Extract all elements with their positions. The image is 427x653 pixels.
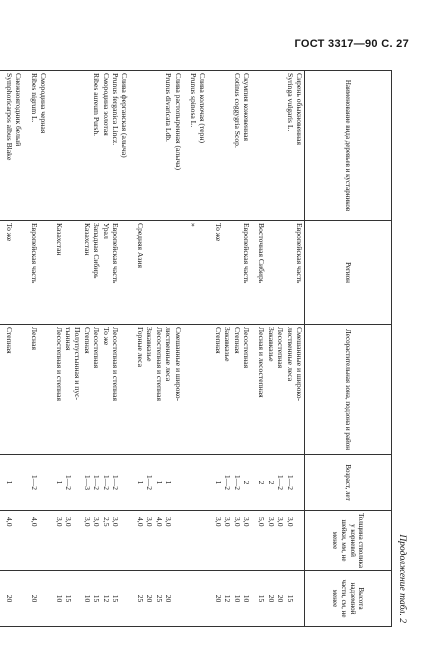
cell-thickness bbox=[14, 511, 29, 571]
cell-height: 10 bbox=[54, 571, 63, 627]
cell-region bbox=[198, 221, 213, 325]
cell-region bbox=[154, 221, 163, 325]
cell-region: То же bbox=[5, 221, 14, 325]
cell-thickness: 3,0 bbox=[232, 511, 241, 571]
cell-species: Prunus ferganica Lincz. bbox=[111, 71, 120, 221]
cell-zone: Лесная и лесостепная bbox=[257, 325, 266, 455]
cell-height: 20 bbox=[5, 571, 14, 627]
table-row bbox=[285, 71, 294, 627]
cell-thickness bbox=[295, 511, 305, 571]
cell-region bbox=[276, 221, 285, 325]
cell-region bbox=[164, 221, 173, 325]
cell-height: 20 bbox=[164, 571, 173, 627]
cell-age: 1 bbox=[154, 455, 163, 511]
cell-zone: Смешанные и широко- bbox=[295, 325, 305, 455]
table-caption: Продолжение табл. 2 bbox=[397, 534, 407, 623]
table-row bbox=[173, 71, 188, 627]
cell-species bbox=[213, 71, 222, 221]
cell-region bbox=[266, 221, 275, 325]
table-header-row bbox=[305, 71, 392, 627]
cell-age: 2 bbox=[266, 455, 275, 511]
table-row bbox=[14, 71, 29, 627]
cell-thickness bbox=[39, 511, 54, 571]
table-row bbox=[213, 71, 222, 627]
cell-species: Смородина черная bbox=[39, 71, 54, 221]
cell-age: 1—2 bbox=[285, 455, 294, 511]
cell-region: Казахстан bbox=[82, 221, 91, 325]
table-row bbox=[73, 71, 82, 627]
cell-zone bbox=[14, 325, 29, 455]
table-row bbox=[111, 71, 120, 627]
table-row bbox=[198, 71, 213, 627]
cell-species: Prunus spinosa L. bbox=[189, 71, 198, 221]
cell-height: 25 bbox=[136, 571, 145, 627]
cell-species: Prunus divaricata Ldb. bbox=[164, 71, 173, 221]
cell-species bbox=[154, 71, 163, 221]
cell-age: 1—2 bbox=[92, 455, 101, 511]
table-row bbox=[92, 71, 101, 627]
cell-zone bbox=[198, 325, 213, 455]
cell-age: 1—2 bbox=[101, 455, 110, 511]
cell-zone: тынная bbox=[64, 325, 73, 455]
cell-thickness: 3,0 bbox=[266, 511, 275, 571]
cell-zone bbox=[189, 325, 198, 455]
cell-thickness: 4,0 bbox=[154, 511, 163, 571]
cell-species: Syringa vulgaris L. bbox=[285, 71, 294, 221]
cell-region: » bbox=[189, 221, 198, 325]
cell-thickness: 3,0 bbox=[213, 511, 222, 571]
cell-height bbox=[0, 571, 5, 627]
table-row bbox=[223, 71, 232, 627]
cell-height bbox=[295, 571, 305, 627]
table-row bbox=[145, 71, 154, 627]
cell-age: 1 bbox=[136, 455, 145, 511]
table-row bbox=[276, 71, 285, 627]
cell-thickness: 5,0 bbox=[257, 511, 266, 571]
cell-height: 20 bbox=[276, 571, 285, 627]
cell-zone: Лесостепная и степная bbox=[54, 325, 63, 455]
cell-region bbox=[285, 221, 294, 325]
cell-zone: Степная bbox=[213, 325, 222, 455]
cell-thickness bbox=[120, 511, 135, 571]
cell-species bbox=[276, 71, 285, 221]
cell-age bbox=[295, 455, 305, 511]
cell-thickness: 3,0 bbox=[145, 511, 154, 571]
cell-age: 1—2 bbox=[145, 455, 154, 511]
table-row bbox=[266, 71, 275, 627]
cell-zone: Лесостепная и степная bbox=[111, 325, 120, 455]
cell-height: 10 bbox=[232, 571, 241, 627]
cell-height bbox=[173, 571, 188, 627]
column-header-region: Регион bbox=[305, 221, 392, 325]
cell-height: 12 bbox=[101, 571, 110, 627]
cell-age: 1—2 bbox=[223, 455, 232, 511]
table-row bbox=[5, 71, 14, 627]
cell-age: 1 bbox=[164, 455, 173, 511]
cell-species bbox=[0, 71, 5, 221]
cell-region bbox=[0, 221, 5, 325]
cell-height: 15 bbox=[257, 571, 266, 627]
cell-age: 1 bbox=[213, 455, 222, 511]
cell-height: 12 bbox=[223, 571, 232, 627]
cell-age: 1—2 bbox=[276, 455, 285, 511]
cell-age bbox=[0, 455, 5, 511]
cell-species: Смородина золотая bbox=[101, 71, 110, 221]
cell-age bbox=[39, 455, 54, 511]
column-header-species: Наименование вида деревьев и кустарников bbox=[305, 71, 392, 221]
cell-age: 1—2 bbox=[29, 455, 38, 511]
cell-species: Снежноягодник белый bbox=[14, 71, 29, 221]
cell-thickness: 4,0 bbox=[29, 511, 38, 571]
cell-region bbox=[145, 221, 154, 325]
cell-zone: Степная bbox=[5, 325, 14, 455]
cell-species bbox=[136, 71, 145, 221]
cell-age: 1 bbox=[54, 455, 63, 511]
species-table bbox=[0, 70, 392, 627]
cell-species bbox=[223, 71, 232, 221]
cell-thickness bbox=[173, 511, 188, 571]
cell-thickness bbox=[189, 511, 198, 571]
table-row bbox=[189, 71, 198, 627]
table-row bbox=[295, 71, 305, 627]
cell-zone: Степная bbox=[82, 325, 91, 455]
cell-thickness: 3,0 bbox=[54, 511, 63, 571]
cell-zone: лиственные леса bbox=[164, 325, 173, 455]
cell-age: 1—3 bbox=[82, 455, 91, 511]
table-row bbox=[164, 71, 173, 627]
table-row bbox=[257, 71, 266, 627]
table-row bbox=[120, 71, 135, 627]
table-row bbox=[39, 71, 54, 627]
cell-thickness bbox=[73, 511, 82, 571]
cell-age: 1—2 bbox=[232, 455, 241, 511]
cell-species: Сирень обыкновенная bbox=[295, 71, 305, 221]
cell-zone bbox=[39, 325, 54, 455]
cell-thickness: 3,0 bbox=[164, 511, 173, 571]
cell-species bbox=[82, 71, 91, 221]
cell-region: Западная Сибирь bbox=[92, 221, 101, 325]
rotated-table-page bbox=[5, 64, 407, 629]
cell-age: 2 bbox=[257, 455, 266, 511]
cell-thickness: 4,0 bbox=[136, 511, 145, 571]
table-row bbox=[0, 71, 5, 627]
cell-species: Слива растопыренная (алыча) bbox=[173, 71, 188, 221]
cell-region: Европейская часть bbox=[295, 221, 305, 325]
cell-age: 1—2 bbox=[111, 455, 120, 511]
cell-height bbox=[198, 571, 213, 627]
table-row bbox=[64, 71, 73, 627]
cell-zone: Лесостепная bbox=[92, 325, 101, 455]
cell-species: Скумпия кожевенная bbox=[242, 71, 257, 221]
table-row bbox=[54, 71, 63, 627]
cell-zone: Лесная bbox=[29, 325, 38, 455]
cell-height: 25 bbox=[154, 571, 163, 627]
cell-region: Восточная Сибирь bbox=[257, 221, 266, 325]
table-row bbox=[232, 71, 241, 627]
cell-thickness: 2,5 bbox=[101, 511, 110, 571]
cell-height bbox=[39, 571, 54, 627]
cell-height: 10 bbox=[82, 571, 91, 627]
cell-zone: Лесостепная и степная bbox=[154, 325, 163, 455]
cell-thickness: 4,0 bbox=[5, 511, 14, 571]
cell-thickness: 3,0 bbox=[276, 511, 285, 571]
cell-region bbox=[223, 221, 232, 325]
table-row bbox=[101, 71, 110, 627]
cell-age bbox=[189, 455, 198, 511]
cell-region bbox=[14, 221, 29, 325]
cell-thickness bbox=[0, 511, 5, 571]
cell-thickness: 3,0 bbox=[242, 511, 257, 571]
table-row bbox=[154, 71, 163, 627]
cell-species bbox=[73, 71, 82, 221]
cell-species bbox=[257, 71, 266, 221]
cell-zone: лиственные леса bbox=[285, 325, 294, 455]
column-header-zone: Лесорастительная зона, подзона и район bbox=[305, 325, 392, 455]
table-row bbox=[82, 71, 91, 627]
cell-height: 15 bbox=[64, 571, 73, 627]
table-body bbox=[0, 71, 305, 627]
cell-region bbox=[173, 221, 188, 325]
cell-zone: Горные леса bbox=[136, 325, 145, 455]
cell-height: 15 bbox=[111, 571, 120, 627]
cell-thickness: 3,0 bbox=[92, 511, 101, 571]
cell-species: Ribes nigrum L. bbox=[29, 71, 38, 221]
cell-thickness: 3,0 bbox=[111, 511, 120, 571]
cell-height: 20 bbox=[213, 571, 222, 627]
cell-region: Средняя Азия bbox=[136, 221, 145, 325]
cell-zone: То же bbox=[101, 325, 110, 455]
cell-height: 20 bbox=[266, 571, 275, 627]
cell-region bbox=[232, 221, 241, 325]
cell-zone: Степная bbox=[232, 325, 241, 455]
table-row bbox=[242, 71, 257, 627]
cell-region bbox=[64, 221, 73, 325]
cell-zone: Закавказье bbox=[223, 325, 232, 455]
cell-height bbox=[189, 571, 198, 627]
cell-species bbox=[64, 71, 73, 221]
column-header-thickness: Толщина стволика у корневой шейки, мм, не менее bbox=[305, 511, 392, 571]
cell-species: Symphoricarpos albus Blake bbox=[5, 71, 14, 221]
cell-height bbox=[120, 571, 135, 627]
column-header-age: Возраст, лет bbox=[305, 455, 392, 511]
cell-thickness: 3,0 bbox=[64, 511, 73, 571]
cell-species: Слива колючая (терн) bbox=[198, 71, 213, 221]
cell-age: 2 bbox=[242, 455, 257, 511]
cell-thickness: 3,0 bbox=[285, 511, 294, 571]
cell-region: Казахстан bbox=[54, 221, 63, 325]
cell-age: 1—2 bbox=[64, 455, 73, 511]
cell-zone bbox=[120, 325, 135, 455]
cell-region bbox=[39, 221, 54, 325]
table-row bbox=[136, 71, 145, 627]
page-header: ГОСТ 3317—90 С. 27 bbox=[294, 38, 409, 50]
cell-region bbox=[73, 221, 82, 325]
cell-height: 20 bbox=[145, 571, 154, 627]
cell-zone: Полупустынная и пус- bbox=[73, 325, 82, 455]
cell-zone: Лесостепная bbox=[276, 325, 285, 455]
cell-region: Европейская часть bbox=[29, 221, 38, 325]
cell-age bbox=[14, 455, 29, 511]
table-row bbox=[29, 71, 38, 627]
cell-age: 1 bbox=[5, 455, 14, 511]
cell-species: Ribes aureum Pursh. bbox=[92, 71, 101, 221]
cell-height: 15 bbox=[285, 571, 294, 627]
cell-region: Европейская часть bbox=[242, 221, 257, 325]
cell-thickness: 3,0 bbox=[82, 511, 91, 571]
cell-thickness bbox=[198, 511, 213, 571]
cell-height bbox=[73, 571, 82, 627]
cell-species: Cotinus coggygria Scop. bbox=[232, 71, 241, 221]
cell-zone: Закавказье bbox=[266, 325, 275, 455]
cell-zone: Закавказье bbox=[145, 325, 154, 455]
cell-species bbox=[145, 71, 154, 221]
cell-age bbox=[198, 455, 213, 511]
cell-height: 10 bbox=[242, 571, 257, 627]
cell-species bbox=[54, 71, 63, 221]
cell-species: Слива ферганская (алыча) bbox=[120, 71, 135, 221]
column-header-height: Высота надземной части, см, не менее bbox=[305, 571, 392, 627]
cell-zone: Лесостепная bbox=[242, 325, 257, 455]
cell-age bbox=[120, 455, 135, 511]
cell-region: Урал bbox=[101, 221, 110, 325]
cell-zone: Смешанные и широко- bbox=[173, 325, 188, 455]
cell-age bbox=[173, 455, 188, 511]
cell-height: 20 bbox=[29, 571, 38, 627]
cell-height bbox=[14, 571, 29, 627]
cell-thickness: 3,0 bbox=[223, 511, 232, 571]
cell-age bbox=[73, 455, 82, 511]
cell-species bbox=[266, 71, 275, 221]
cell-height: 15 bbox=[92, 571, 101, 627]
cell-region: Европейская часть bbox=[111, 221, 120, 325]
cell-zone bbox=[0, 325, 5, 455]
cell-region: То же bbox=[213, 221, 222, 325]
cell-region bbox=[120, 221, 135, 325]
